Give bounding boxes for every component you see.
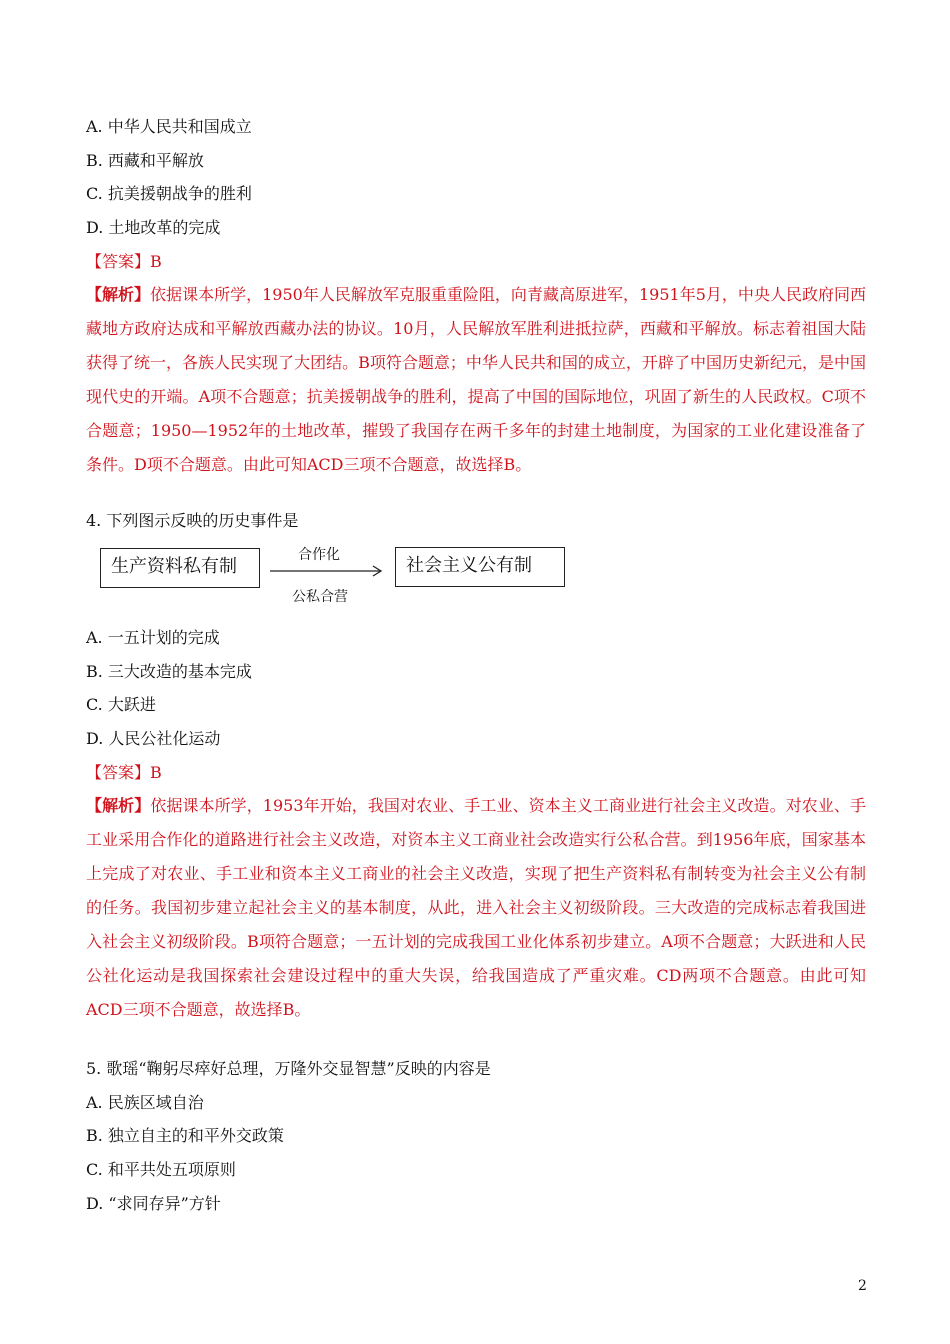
q3-option-c: C. 抗美援朝战争的胜利: [86, 184, 252, 203]
q4-option-b: B. 三大改造的基本完成: [86, 662, 252, 681]
q4-diagram: [100, 540, 570, 610]
q5-option-c: C. 和平共处五项原则: [86, 1160, 236, 1179]
diagram-arrow-bottom-label: 公私合营: [292, 589, 348, 605]
q5-stem: 5. 歌瑶“鞠躬尽瘁好总理，万隆外交显智慧”反映的内容是: [86, 1059, 491, 1078]
diagram-right-box: 社会主义公有制: [395, 547, 565, 587]
q5-option-b: B. 独立自主的和平外交政策: [86, 1126, 284, 1145]
q4-analysis: [86, 789, 866, 1027]
q3-analysis: [86, 278, 866, 482]
q5-option-d: D. “求同存异”方针: [86, 1194, 221, 1213]
q4-stem: 4. 下列图示反映的历史事件是: [86, 511, 299, 530]
q4-option-a: A. 一五计划的完成: [86, 628, 220, 647]
q3-answer-value: B: [150, 252, 162, 271]
diagram-arrow-top-label: 合作化: [298, 547, 340, 563]
right-arrow-icon: [270, 565, 385, 577]
q3-answer: [86, 251, 162, 273]
q4-answer-tag: 【答案】: [86, 763, 151, 782]
q4-answer: [86, 762, 162, 784]
q3-analysis-text: 依据课本所学，1950年人民解放军克服重重险阻，向青藏高原进军，1951年5月，中央人民政府同西藏地方政府达成和平解放西藏办法的协议。10月，人民解放军胜利进抵拉萨，西藏和平解放。标志着祖国大陆获得了统一，各族人民实现了大团结。B项符合题意；中华人民共和国的成立，开辟了中国历史新纪元，是中国现代史的开端。A项不合题意；抗美援朝战争的胜利，提高了中国的国际地位，巩固了新生的人民政权。C项不合题意；1950—1952年的土地改革，摧毁了我国存在两千多年的封建土地制度，为国家的工业化建设准备了条件。D项不合题意。由此可知ACD三项不合题意，故选择B。: [86, 285, 866, 474]
q3-analysis-tag: 【解析】: [86, 285, 151, 304]
q3-option-b: B. 西藏和平解放: [86, 151, 204, 170]
q4-analysis-text: 依据课本所学，1953年开始，我国对农业、手工业、资本主义工商业进行社会主义改造。对农业、手工业采用合作化的道路进行社会主义改造，对资本主义工商业社会改造实行公私合营。到1956年底，国家基本上完成了对农业、手工业和资本主义工商业的社会主义改造，实现了把生产资料私有制转变为社会主义公有制的任务。我国初步建立起社会主义的基本制度，从此，进入社会主义初级阶段。三大改造的完成标志着我国进入社会主义初级阶段。B项符合题意；一五计划的完成我国工业化体系初步建立。A项不合题意；大跃进和人民公社化运动是我国探索社会建设过程中的重大失误，给我国造成了严重灾难。CD两项不合题意。由此可知ACD三项不合题意，故选择B。: [86, 796, 866, 1019]
q5-option-a: A. 民族区域自治: [86, 1093, 204, 1112]
q3-answer-tag: 【答案】: [86, 252, 151, 271]
q4-option-c: C. 大跃进: [86, 695, 156, 714]
q4-answer-value: B: [150, 763, 162, 782]
page-number: 2: [858, 1278, 867, 1294]
q3-option-a: A. 中华人民共和国成立: [86, 117, 252, 136]
diagram-left-box: 生产资料私有制: [100, 548, 260, 588]
q4-option-d: D. 人民公社化运动: [86, 729, 221, 748]
q3-option-d: D. 土地改革的完成: [86, 218, 221, 237]
q4-analysis-tag: 【解析】: [86, 796, 151, 815]
